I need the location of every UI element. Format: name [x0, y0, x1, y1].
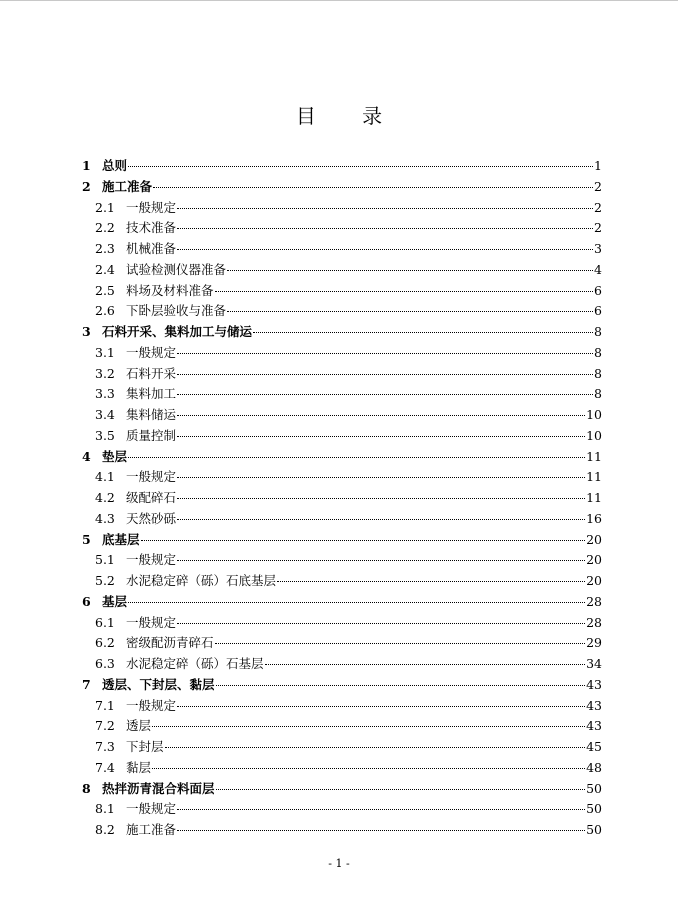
toc-entry[interactable]	[82, 737, 602, 758]
toc-dot-leader	[152, 768, 585, 769]
toc-entry-page: 34	[586, 656, 602, 671]
toc-entry-label: 一般规定	[126, 469, 177, 485]
toc-dot-leader	[177, 374, 593, 375]
toc-dot-leader	[177, 498, 585, 499]
toc-entry[interactable]	[82, 218, 602, 239]
toc-entry-number: 5	[82, 531, 91, 547]
toc-entry-page: 28	[586, 614, 602, 630]
toc-dot-leader	[177, 228, 593, 229]
toc-dot-leader	[177, 560, 585, 561]
toc-entry[interactable]	[82, 467, 602, 488]
toc-entry-number: 7.1	[95, 697, 115, 713]
toc-entry-number: 3.4	[95, 407, 115, 422]
toc-entry[interactable]	[82, 779, 602, 800]
toc-entry[interactable]	[82, 592, 602, 613]
toc-dot-leader	[165, 747, 586, 748]
toc-dot-leader	[177, 623, 585, 624]
toc-entry-label: 水泥稳定碎（砾）石底基层	[126, 573, 277, 588]
toc-entry[interactable]	[82, 799, 602, 820]
toc-entry-label: 质量控制	[126, 427, 177, 443]
toc-entry-number: 4.3	[95, 510, 115, 526]
toc-entry[interactable]	[82, 696, 602, 717]
toc-dot-leader	[277, 581, 585, 582]
toc-dot-leader	[177, 394, 593, 395]
toc-entry-page: 48	[586, 759, 602, 775]
toc-entry-number: 3	[82, 324, 91, 339]
page-title: 目 录	[295, 104, 403, 128]
toc-entry[interactable]	[82, 509, 602, 530]
toc-entry-page: 50	[586, 780, 602, 796]
toc-dot-leader	[253, 332, 593, 333]
toc-entry[interactable]	[82, 820, 602, 841]
toc-entry[interactable]	[82, 447, 602, 468]
toc-entry-page: 8	[594, 386, 602, 402]
toc-entry-number: 2.5	[95, 282, 115, 298]
toc-entry-label: 黏层	[126, 759, 152, 775]
toc-entry[interactable]	[82, 260, 602, 281]
toc-dot-leader	[177, 706, 585, 707]
toc-entry-page: 2	[594, 220, 602, 236]
toc-entry-page: 11	[586, 448, 602, 464]
toc-dot-leader	[177, 519, 585, 520]
toc-entry-number: 7.4	[95, 759, 115, 775]
toc-entry-page: 20	[586, 531, 602, 547]
toc-entry[interactable]	[82, 550, 602, 571]
toc-entry-number: 7.3	[95, 739, 115, 754]
toc-dot-leader	[128, 602, 585, 603]
toc-entry[interactable]	[82, 364, 602, 385]
table-of-contents	[82, 156, 602, 841]
toc-entry-label: 水泥稳定碎（砾）石基层	[126, 656, 264, 671]
toc-dot-leader	[215, 643, 586, 644]
toc-entry-page: 43	[586, 718, 602, 734]
page-number-footer: - 1 -	[328, 857, 350, 870]
toc-entry-page: 10	[586, 427, 602, 443]
toc-entry[interactable]	[82, 758, 602, 779]
toc-entry[interactable]	[82, 343, 602, 364]
toc-entry[interactable]	[82, 716, 602, 737]
toc-entry-label: 天然砂砾	[126, 510, 177, 526]
toc-entry-page: 1	[594, 158, 602, 173]
toc-entry-label: 下卧层验收与准备	[126, 303, 227, 319]
toc-dot-leader	[177, 249, 593, 250]
toc-entry-number: 6.2	[95, 635, 115, 651]
toc-entry[interactable]	[82, 156, 602, 177]
toc-dot-leader	[141, 540, 586, 541]
toc-dot-leader	[177, 830, 585, 831]
toc-entry-page: 43	[586, 697, 602, 713]
toc-entry-label: 施工准备	[102, 178, 153, 194]
toc-entry[interactable]	[82, 301, 602, 322]
toc-entry-label: 机械准备	[126, 241, 177, 256]
toc-entry-number: 7	[82, 676, 91, 692]
toc-entry-label: 石料开采、集料加工与储运	[102, 324, 253, 339]
toc-entry-label: 一般规定	[126, 801, 177, 817]
toc-dot-leader	[177, 809, 585, 810]
toc-entry-label: 集料储运	[126, 407, 177, 422]
toc-dot-leader	[227, 311, 593, 312]
toc-entry[interactable]	[82, 405, 602, 426]
toc-entry[interactable]	[82, 384, 602, 405]
toc-entry-label: 一般规定	[126, 199, 177, 215]
toc-entry-label: 一般规定	[126, 552, 177, 568]
toc-entry[interactable]	[82, 239, 602, 260]
toc-entry-page: 2	[594, 199, 602, 215]
toc-entry-label: 垫层	[102, 448, 128, 464]
toc-entry-page: 8	[594, 324, 602, 339]
toc-entry-number: 4.1	[95, 469, 115, 485]
toc-entry-number: 2.1	[95, 199, 115, 215]
toc-entry-number: 8.1	[95, 801, 115, 817]
toc-dot-leader	[177, 208, 593, 209]
toc-entry-page: 50	[586, 801, 602, 817]
toc-dot-leader	[215, 291, 594, 292]
toc-dot-leader	[177, 353, 593, 354]
toc-entry-label: 试验检测仪器准备	[126, 261, 227, 277]
toc-entry-label: 料场及材料准备	[126, 282, 214, 298]
toc-entry-label: 透层	[126, 718, 152, 734]
toc-entry-number: 3.3	[95, 386, 115, 402]
toc-entry-number: 1	[82, 158, 91, 173]
toc-entry[interactable]	[82, 571, 602, 592]
page-top-rule	[0, 0, 678, 1]
toc-entry-number: 6	[82, 593, 91, 609]
toc-entry[interactable]	[82, 675, 602, 696]
toc-entry-number: 4	[82, 448, 91, 464]
toc-dot-leader	[216, 789, 586, 790]
toc-entry-label: 热拌沥青混合料面层	[102, 780, 215, 796]
toc-entry-page: 8	[594, 365, 602, 381]
toc-entry-number: 5.1	[95, 552, 115, 568]
toc-entry-label: 一般规定	[126, 697, 177, 713]
toc-entry[interactable]	[82, 530, 602, 551]
toc-entry-label: 技术准备	[126, 220, 177, 236]
toc-dot-leader	[216, 685, 586, 686]
toc-entry[interactable]	[82, 654, 602, 675]
toc-entry[interactable]	[82, 281, 602, 302]
toc-entry-page: 11	[586, 490, 602, 505]
toc-entry-label: 密级配沥青碎石	[126, 635, 214, 651]
toc-entry-label: 一般规定	[126, 614, 177, 630]
toc-entry-page: 50	[586, 822, 602, 837]
toc-entry-number: 2.4	[95, 261, 115, 277]
toc-entry-number: 8	[82, 780, 91, 796]
toc-entry-number: 8.2	[95, 822, 115, 837]
toc-dot-leader	[152, 726, 585, 727]
toc-entry-number: 4.2	[95, 490, 115, 505]
toc-dot-leader	[177, 436, 585, 437]
toc-entry-label: 施工准备	[126, 822, 177, 837]
toc-entry[interactable]	[82, 198, 602, 219]
toc-entry[interactable]	[82, 426, 602, 447]
toc-entry-page: 29	[586, 635, 602, 651]
toc-entry-number: 3.1	[95, 344, 115, 360]
toc-entry-page: 20	[586, 573, 602, 588]
toc-entry-number: 2.3	[95, 241, 115, 256]
toc-entry[interactable]	[82, 633, 602, 654]
toc-entry-number: 6.1	[95, 614, 115, 630]
toc-entry-label: 底基层	[102, 531, 140, 547]
toc-entry-page: 43	[586, 676, 602, 692]
toc-entry[interactable]	[82, 613, 602, 634]
toc-entry-number: 2.6	[95, 303, 115, 319]
toc-entry-label: 级配碎石	[126, 490, 177, 505]
toc-entry-page: 4	[594, 261, 602, 277]
toc-entry-number: 6.3	[95, 656, 115, 671]
toc-entry-page: 10	[586, 407, 602, 422]
toc-dot-leader	[177, 415, 585, 416]
toc-entry-number: 5.2	[95, 573, 115, 588]
toc-entry-page: 3	[594, 241, 602, 256]
toc-dot-leader	[128, 166, 593, 167]
toc-entry-number: 7.2	[95, 718, 115, 734]
toc-entry-label: 透层、下封层、黏层	[102, 676, 215, 692]
toc-entry-number: 2	[82, 178, 91, 194]
toc-dot-leader	[128, 457, 585, 458]
toc-entry-label: 基层	[102, 593, 128, 609]
toc-dot-leader	[153, 187, 593, 188]
toc-dot-leader	[227, 270, 593, 271]
toc-entry-page: 2	[594, 178, 602, 194]
toc-entry-page: 11	[586, 469, 602, 485]
toc-entry-number: 3.5	[95, 427, 115, 443]
toc-dot-leader	[265, 664, 586, 665]
toc-entry-page: 16	[586, 510, 602, 526]
toc-entry-page: 6	[594, 282, 602, 298]
toc-entry-label: 一般规定	[126, 344, 177, 360]
toc-entry[interactable]	[82, 322, 602, 343]
toc-entry-label: 总则	[102, 158, 128, 173]
toc-entry-page: 8	[594, 344, 602, 360]
toc-entry-label: 石料开采	[126, 365, 177, 381]
toc-entry-number: 3.2	[95, 365, 115, 381]
toc-entry-label: 集料加工	[126, 386, 177, 402]
toc-dot-leader	[177, 477, 585, 478]
toc-entry-page: 45	[586, 739, 602, 754]
toc-entry[interactable]	[82, 488, 602, 509]
toc-entry-page: 28	[586, 593, 602, 609]
toc-entry-page: 6	[594, 303, 602, 319]
toc-entry-number: 2.2	[95, 220, 115, 236]
toc-entry[interactable]	[82, 177, 602, 198]
toc-entry-label: 下封层	[126, 739, 164, 754]
toc-entry-page: 20	[586, 552, 602, 568]
